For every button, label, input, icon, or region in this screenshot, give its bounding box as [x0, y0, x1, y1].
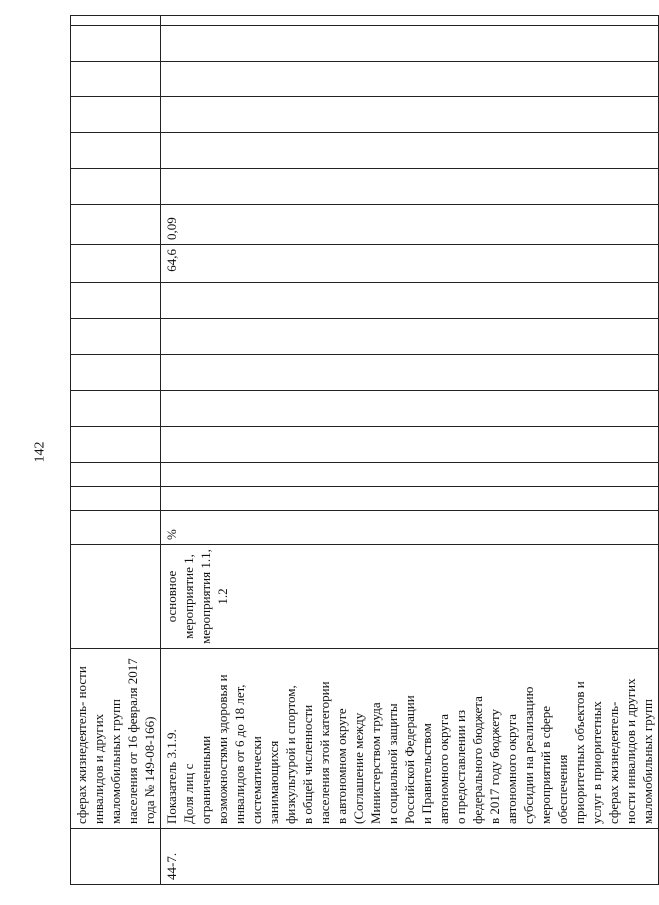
empty-cell — [161, 391, 659, 427]
page-number: 142 — [32, 441, 48, 463]
empty-cell — [71, 205, 161, 245]
indicator-line: субсидии на реализацию — [521, 686, 536, 824]
indicator-description — [161, 649, 659, 829]
indicator-line: сферах жизнедеятель- — [606, 701, 621, 824]
indicator-line: Министерством труда — [368, 702, 383, 824]
indicator-line: о предоставлении из — [453, 709, 468, 824]
continuation-number-cell — [71, 829, 161, 885]
empty-cell — [161, 133, 659, 169]
empty-cell — [71, 427, 161, 463]
indicator-line: и Правительством — [419, 723, 434, 824]
empty-cell — [71, 319, 161, 355]
indicator-line: и социальной защиты — [385, 703, 400, 824]
indicator-line: физкультурой и спортом, — [283, 685, 298, 824]
empty-cell — [161, 169, 659, 205]
document-table — [70, 15, 659, 885]
row-number: 44-7. — [161, 829, 659, 885]
empty-cell — [161, 355, 659, 391]
indicator-line: мероприятий в сфере — [538, 705, 553, 824]
indicator-line: инвалидов от 6 до 18 лет, — [232, 684, 247, 824]
continuation-text: сферах жизнедеятель- ности инвалидов и других маломобильных групп населения от 16 февраля 2017 года № 149-08-166) — [71, 649, 161, 829]
unit-cell: % — [161, 511, 659, 545]
empty-cell — [161, 62, 659, 97]
empty-cell — [71, 26, 161, 62]
indicator-line: систематически — [249, 736, 264, 824]
empty-cell — [161, 97, 659, 133]
empty-cell — [71, 16, 161, 26]
value-a: 64,6 — [161, 245, 659, 283]
empty-cell — [161, 283, 659, 319]
empty-cell — [71, 169, 161, 205]
empty-cell — [71, 463, 161, 487]
continuation-measure-cell — [71, 545, 161, 649]
indicator-line: (Соглашение между — [351, 712, 366, 824]
empty-cell — [71, 245, 161, 283]
indicator-line: занимающихся — [266, 740, 281, 824]
measure-reference: основное мероприятие 1, мероприятия 1.1, 1.2 — [161, 545, 659, 649]
indicator-line: возможностями здоровья и — [215, 674, 230, 824]
empty-cell — [161, 427, 659, 463]
indicator-row — [161, 16, 659, 885]
indicator-line: приоритетных объектов и — [572, 681, 587, 824]
empty-cell — [161, 487, 659, 511]
indicator-line: ности инвалидов и других — [623, 678, 638, 824]
indicator-line: ограниченными — [198, 735, 213, 824]
empty-cell — [71, 355, 161, 391]
empty-cell — [161, 16, 659, 26]
indicator-line: Показатель 3.1.9. — [164, 729, 179, 824]
value-b: 0,09 — [161, 205, 659, 245]
indicator-line: маломобильных групп — [640, 699, 655, 824]
empty-cell — [71, 487, 161, 511]
empty-cell — [161, 463, 659, 487]
empty-cell — [71, 511, 161, 545]
indicator-line: федерального бюджета — [470, 696, 485, 824]
indicator-line: автономного округа — [436, 714, 451, 824]
indicator-line: обеспечения — [555, 754, 570, 824]
empty-cell — [161, 319, 659, 355]
continuation-row — [71, 16, 161, 885]
empty-cell — [71, 133, 161, 169]
indicator-line: в 2017 году бюджету — [487, 708, 502, 824]
indicator-line: в автономном округе — [334, 708, 349, 824]
indicator-line: услуг в приоритетных — [589, 701, 604, 824]
empty-cell — [71, 391, 161, 427]
indicator-line: Доля лиц с — [181, 763, 196, 824]
indicator-line: автономного округа — [504, 714, 519, 824]
empty-cell — [71, 97, 161, 133]
indicator-line: Российской Федерации — [402, 695, 417, 824]
rotated-page-content — [70, 20, 655, 885]
indicator-line: населения этой категории — [317, 681, 332, 824]
indicator-line: в общей численности — [300, 704, 315, 824]
empty-cell — [161, 26, 659, 62]
empty-cell — [71, 62, 161, 97]
empty-cell — [71, 283, 161, 319]
